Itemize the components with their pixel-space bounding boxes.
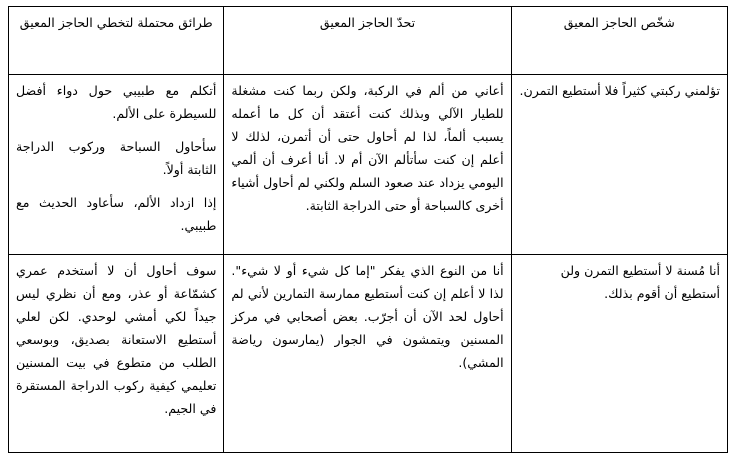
- header-solutions: طرائق محتملة لتخطي الحاجز المعيق: [9, 7, 224, 75]
- table-row: [9, 75, 728, 255]
- challenge-cell: أنا من النوع الذي يفكر "إما كل شيء أو لا شيء". لذا لا أعلم إن كنت أستطيع ممارسة التمارين لأني لم أحاول لحد الآن أن أجرّب. بعض أصحابي في مركز المسنين ويتمشون في الجوار (يمارسون رياضة المشي).: [224, 255, 511, 453]
- solutions-cell: [9, 255, 224, 453]
- solutions-cell: [9, 75, 224, 255]
- identify-cell: تؤلمني ركبتي كثيراً فلا أستطيع التمرن.: [511, 75, 727, 255]
- solution-item: أتكلم مع طبيبي حول دواء أفضل للسيطرة على الألم.: [16, 83, 217, 121]
- solution-item: سوف أحاول أن لا أستخدم عمري كشمّاعة أو عذر، ومع أن نظري ليس جيداً لكي أمشي لوحدي. لكن لعلي أستطيع الاستعانة بصديق، وبوسعي الطلب من متطوع في بيت المسنين تعليمي كيفية ركوب الدراجة المستقرة في الجيم.: [16, 263, 217, 416]
- header-identify: شخّص الحاجز المعيق: [511, 7, 727, 75]
- challenge-cell: أعاني من ألم في الركبة، ولكن ربما كنت مشغلة للطيار الآلي وبذلك كنت أعتقد أن كل ما أعمله يسبب ألماً، لذا لم أحاول حتى أن أتمرن، لذلك لا أعلم إن كنت سأتألم الآن أم لا. أنا أعرف أن ألمي اليومي يزداد عند صعود السلم ولكني لم أحاول أشياء أخرى كالسباحة أو حتى الدراجة الثابتة.: [224, 75, 511, 255]
- table-row: [9, 255, 728, 453]
- header-challenge: تحدّ الحاجز المعيق: [224, 7, 511, 75]
- solution-item: إذا ازداد الألم، سأعاود الحديث مع طبيبي.: [16, 195, 217, 233]
- header-row: [9, 7, 728, 75]
- solution-item: سأحاول السباحة وركوب الدراجة الثابتة أولاً.: [16, 139, 217, 177]
- identify-cell: أنا مُسنة لا أستطيع التمرن ولن أستطيع أن أقوم بذلك.: [511, 255, 727, 453]
- barrier-table: [8, 6, 728, 453]
